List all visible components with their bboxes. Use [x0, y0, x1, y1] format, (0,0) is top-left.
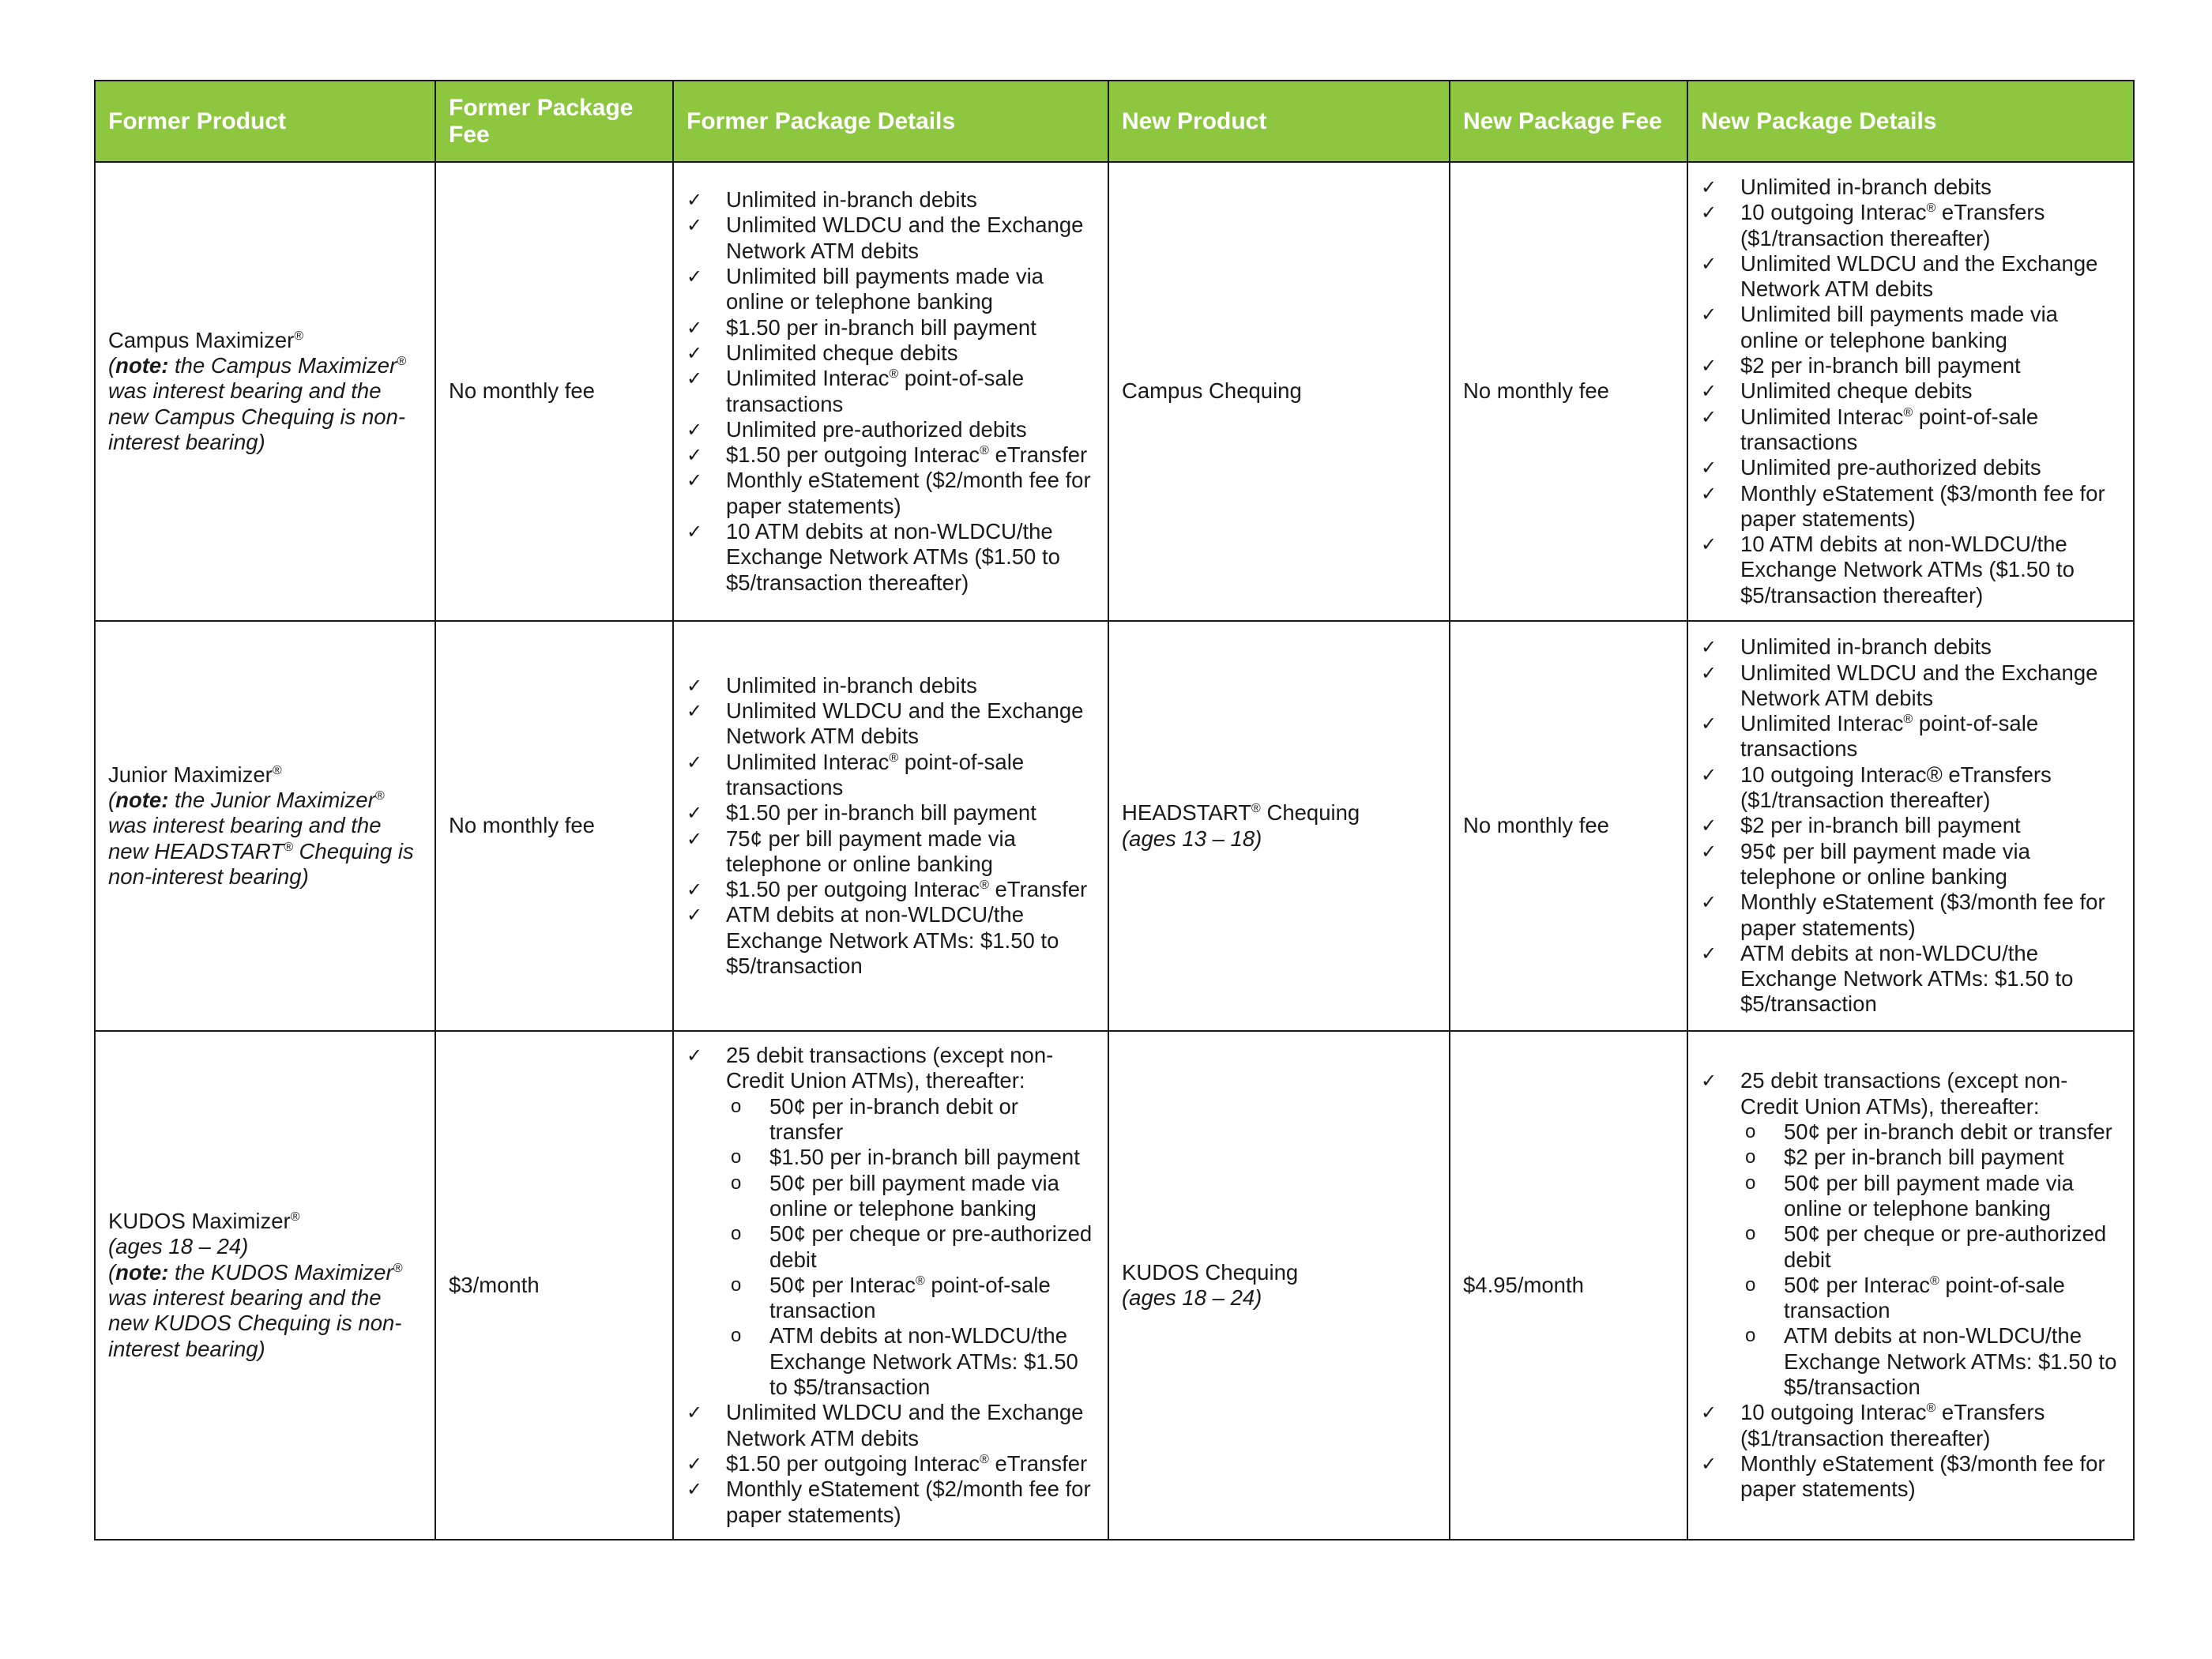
list-item: ✓ $1.50 per outgoing Interac® eTransfer	[687, 1451, 1095, 1477]
table-header	[95, 81, 2134, 162]
list-item: ✓ 10 ATM debits at non-WLDCU/the Exchange Network ATMs ($1.50 to $5/transaction thereafter)	[687, 519, 1095, 596]
header-new-package-fee: New Package Fee	[1450, 81, 1687, 162]
list-item: ✓ Monthly eStatement ($2/month fee for paper statements)	[687, 1477, 1095, 1528]
header-row	[95, 81, 2134, 162]
product-name: Campus Chequing	[1122, 378, 1302, 404]
former-details-list-rest	[687, 1400, 1095, 1527]
list-item: ✓ Monthly eStatement ($3/month fee for paper statements)	[1701, 481, 2120, 532]
former-details-list	[687, 673, 1095, 980]
list-item: ✓ Unlimited bill payments made via online or telephone banking	[1701, 302, 2120, 353]
cell-new-product	[1108, 1031, 1450, 1540]
list-item: ✓ Unlimited in-branch debits	[1701, 634, 2120, 660]
list-item: ✓ Unlimited WLDCU and the Exchange Network ATM debits	[687, 698, 1095, 750]
list-item: o $1.50 per in-branch bill payment	[726, 1145, 1095, 1170]
product-name: Junior Maximizer®	[108, 762, 282, 787]
list-item: ✓ Unlimited pre-authorized debits	[1701, 455, 2120, 480]
header-former-package-details: Former Package Details	[673, 81, 1108, 162]
new-details-list	[1701, 1068, 2120, 1400]
cell-new-fee: $4.95/month	[1450, 1031, 1687, 1540]
list-item: ✓ Unlimited in-branch debits	[687, 187, 1095, 213]
cell-former-details	[673, 621, 1108, 1031]
list-item: o 50¢ per Interac® point-of-sale transaction	[726, 1273, 1095, 1324]
header-former-product: Former Product	[95, 81, 435, 162]
cell-former-product	[95, 621, 435, 1031]
list-item: ✓ Monthly eStatement ($2/month fee for paper statements)	[687, 468, 1095, 519]
list-item: ✓ 10 outgoing Interac® eTransfers ($1/transaction thereafter)	[1701, 200, 2120, 251]
cell-new-product	[1108, 162, 1450, 621]
list-item: ✓ $2 per in-branch bill payment	[1701, 353, 2120, 378]
list-item: ✓ 25 debit transactions (except non-Credit Union ATMs), thereafter: o 50¢ per in-branch debit or transfer o $1.50 per in-branch bill payment o 50¢ per bill payment made via online or telephone banking o 50¢ per cheque or pre-authorized debit o 50¢ per Interac® point-of-sale transaction o ATM debits at non-WLDCU/the Exchange Network ATMs: $1.50 to $5/transaction	[687, 1043, 1095, 1400]
product-note: (note: the Campus Maximizer® was interest bearing and the new Campus Chequing is non-interest bearing)	[108, 353, 407, 454]
package-comparison-table	[94, 80, 2135, 1540]
sub-list	[1740, 1119, 2120, 1400]
list-item: o 50¢ per Interac® point-of-sale transaction	[1740, 1273, 2120, 1324]
header-former-package-fee: Former Package Fee	[435, 81, 673, 162]
product-ages: (ages 18 – 24)	[1122, 1285, 1262, 1310]
list-item: ✓ Monthly eStatement ($3/month fee for paper statements)	[1701, 890, 2120, 941]
list-item: ✓ Unlimited WLDCU and the Exchange Network ATM debits	[1701, 251, 2120, 303]
list-item: ✓ $1.50 per outgoing Interac® eTransfer	[687, 877, 1095, 902]
list-item: ✓ 95¢ per bill payment made via telephone or online banking	[1701, 839, 2120, 890]
list-item: ✓ Unlimited in-branch debits	[1701, 175, 2120, 200]
list-item: ✓ Unlimited Interac® point-of-sale transactions	[687, 750, 1095, 801]
list-item: o 50¢ per in-branch debit or transfer	[726, 1094, 1095, 1146]
list-item: ✓ Unlimited cheque debits	[687, 340, 1095, 366]
product-name: Campus Maximizer®	[108, 327, 304, 352]
list-item: o 50¢ per bill payment made via online or telephone banking	[726, 1171, 1095, 1222]
product-ages: (ages 18 – 24)	[108, 1234, 249, 1259]
cell-former-product	[95, 1031, 435, 1540]
list-item: ✓ 75¢ per bill payment made via telephone or online banking	[687, 826, 1095, 878]
cell-new-details	[1687, 1031, 2134, 1540]
former-details-list	[687, 1043, 1095, 1400]
list-item: o 50¢ per in-branch debit or transfer	[1740, 1119, 2120, 1145]
list-item: ✓ 10 outgoing Interac® eTransfers ($1/transaction thereafter)	[1701, 762, 2120, 814]
cell-new-product	[1108, 621, 1450, 1031]
header-new-product: New Product	[1108, 81, 1450, 162]
table-row-kudos	[95, 1031, 2134, 1540]
list-item: ✓ Unlimited in-branch debits	[687, 673, 1095, 698]
list-item: ✓ Monthly eStatement ($3/month fee for paper statements)	[1701, 1451, 2120, 1503]
list-item: ✓ $1.50 per in-branch bill payment	[687, 315, 1095, 340]
list-item: ✓ $1.50 per in-branch bill payment	[687, 800, 1095, 826]
list-item: o 50¢ per cheque or pre-authorized debit	[726, 1221, 1095, 1273]
table-row-junior	[95, 621, 2134, 1031]
product-name: KUDOS Maximizer®	[108, 1209, 300, 1234]
list-item: o ATM debits at non-WLDCU/the Exchange Network ATMs: $1.50 to $5/transaction	[726, 1323, 1095, 1400]
new-details-list	[1701, 175, 2120, 608]
cell-new-fee: No monthly fee	[1450, 162, 1687, 621]
cell-former-fee: No monthly fee	[435, 162, 673, 621]
sub-list	[726, 1094, 1095, 1401]
cell-new-fee: No monthly fee	[1450, 621, 1687, 1031]
product-note: (note: the KUDOS Maximizer® was interest bearing and the new KUDOS Chequing is non-interest bearing)	[108, 1259, 403, 1361]
cell-former-details	[673, 162, 1108, 621]
list-item: ✓ Unlimited pre-authorized debits	[687, 417, 1095, 442]
cell-former-fee: $3/month	[435, 1031, 673, 1540]
product-name: KUDOS Chequing	[1122, 1259, 1299, 1285]
list-item: ✓ Unlimited WLDCU and the Exchange Network ATM debits	[687, 213, 1095, 264]
list-item: ✓ Unlimited Interac® point-of-sale transactions	[1701, 404, 2120, 456]
list-item: ✓ $1.50 per outgoing Interac® eTransfer	[687, 442, 1095, 468]
list-item: ✓ Unlimited WLDCU and the Exchange Network ATM debits	[1701, 660, 2120, 712]
cell-new-details	[1687, 162, 2134, 621]
list-item: ✓ Unlimited Interac® point-of-sale transactions	[1701, 711, 2120, 762]
list-item: ✓ 10 ATM debits at non-WLDCU/the Exchange Network ATMs ($1.50 to $5/transaction thereafter)	[1701, 532, 2120, 608]
header-new-package-details: New Package Details	[1687, 81, 2134, 162]
list-item: o 50¢ per cheque or pre-authorized debit	[1740, 1221, 2120, 1273]
product-ages: (ages 13 – 18)	[1122, 826, 1262, 851]
former-details-list	[687, 187, 1095, 596]
list-item: o $2 per in-branch bill payment	[1740, 1145, 2120, 1170]
new-details-list-rest	[1701, 1400, 2120, 1502]
list-item: ✓ Unlimited WLDCU and the Exchange Network ATM debits	[687, 1400, 1095, 1451]
new-details-list	[1701, 634, 2120, 1017]
table-row-campus	[95, 162, 2134, 621]
list-item: o ATM debits at non-WLDCU/the Exchange Network ATMs: $1.50 to $5/transaction	[1740, 1323, 2120, 1400]
list-item: ✓ Unlimited cheque debits	[1701, 378, 2120, 404]
list-item: ✓ 10 outgoing Interac® eTransfers ($1/transaction thereafter)	[1701, 1400, 2120, 1451]
list-item: ✓ Unlimited bill payments made via online or telephone banking	[687, 264, 1095, 315]
cell-former-product	[95, 162, 435, 621]
cell-new-details	[1687, 621, 2134, 1031]
list-item: ✓ ATM debits at non-WLDCU/the Exchange Network ATMs: $1.50 to $5/transaction	[1701, 941, 2120, 1018]
list-item: ✓ Unlimited Interac® point-of-sale transactions	[687, 366, 1095, 417]
product-note: (note: the Junior Maximizer® was interest bearing and the new HEADSTART® Chequing is non-interest bearing)	[108, 788, 414, 889]
cell-former-details	[673, 1031, 1108, 1540]
list-item: o 50¢ per bill payment made via online or telephone banking	[1740, 1171, 2120, 1222]
list-item: ✓ 25 debit transactions (except non-Credit Union ATMs), thereafter: o 50¢ per in-branch debit or transfer o $2 per in-branch bill payment o 50¢ per bill payment made via online or telephone banking o 50¢ per cheque or pre-authorized debit o 50¢ per Interac® point-of-sale transaction o ATM debits at non-WLDCU/the Exchange Network ATMs: $1.50 to $5/transaction	[1701, 1068, 2120, 1400]
cell-former-fee: No monthly fee	[435, 621, 673, 1031]
list-item: ✓ $2 per in-branch bill payment	[1701, 813, 2120, 838]
product-name: HEADSTART® Chequing	[1122, 800, 1360, 826]
list-item: ✓ ATM debits at non-WLDCU/the Exchange Network ATMs: $1.50 to $5/transaction	[687, 902, 1095, 979]
